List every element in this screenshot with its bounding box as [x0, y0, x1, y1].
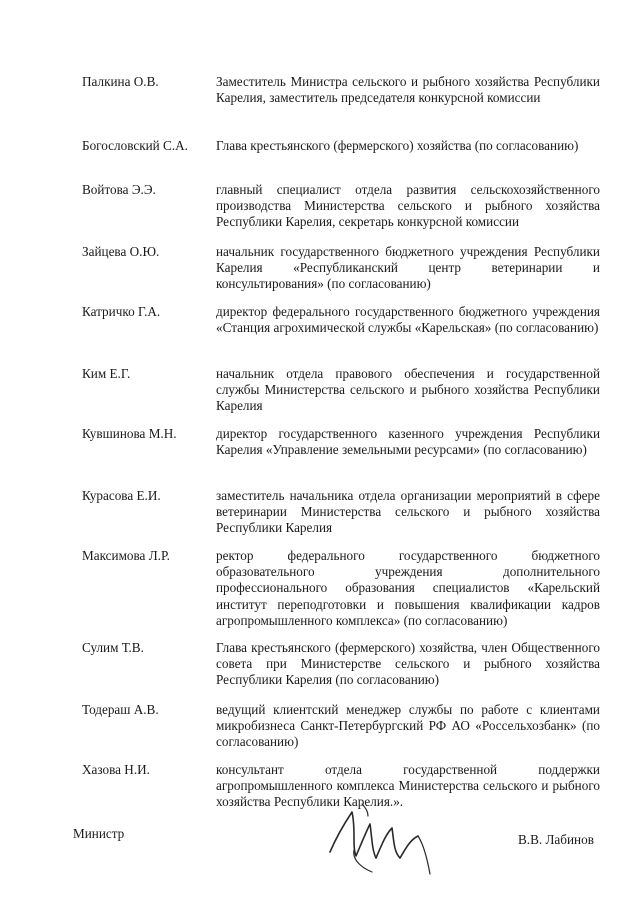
member-name: Ким Е.Г. — [82, 366, 131, 381]
member-name: Кувшинова М.Н. — [82, 426, 177, 441]
member-name: Палкина О.В. — [82, 74, 159, 89]
member-role: ведущий клиентский менеджер службы по работе с клиентами микробизнеса Санкт-Петербургский РФ АО «Россельхозбанк» (по согласованию) — [216, 702, 600, 750]
member-name: Тодераш А.В. — [82, 702, 159, 717]
member-name: Войтова Э.Э. — [82, 182, 156, 197]
member-role: консультант отдела государственной поддержки агропромышленного комплекса Министерства сельского и рыбного хозяйства Республики Карелия.». — [216, 762, 600, 810]
member-name: Богословский С.А. — [82, 138, 188, 153]
member-name: Зайцева О.Ю. — [82, 244, 160, 259]
member-role: Глава крестьянского (фермерского) хозяйства (по согласованию) — [216, 138, 579, 153]
member-name: Катричко Г.А. — [82, 304, 161, 319]
member-role: заместитель начальника отдела организации мероприятий в сфере ветеринарии Министерства сельского и рыбного хозяйства Республики Карелия — [216, 488, 600, 536]
member-role: директор федерального государственного бюджетного учреждения «Станция агрохимической службы «Карельская» (по согласованию) — [216, 304, 600, 336]
member-name: Максимова Л.Р. — [82, 548, 170, 563]
member-role: Заместитель Министра сельского и рыбного хозяйства Республики Карелия, заместитель председателя конкурсной комиссии — [216, 74, 600, 106]
signatory-title: Министр — [73, 826, 125, 841]
member-role: главный специалист отдела развития сельскохозяйственного производства Министерства сельского и рыбного хозяйства Республики Карелия, секретарь конкурсной комиссии — [216, 182, 600, 230]
member-role: начальник государственного бюджетного учреждения Республики Карелия «Республиканский центр ветеринарии и консультирования» (по согласованию) — [216, 244, 600, 292]
member-name: Курасова Е.И. — [82, 488, 161, 503]
member-role: Глава крестьянского (фермерского) хозяйства, член Общественного совета при Министерстве сельского и рыбного хозяйства Республики Карелия (по согласованию) — [216, 640, 600, 688]
member-role: начальник отдела правового обеспечения и государственной службы Министерства сельского и рыбного хозяйства Республики Карелия — [216, 366, 600, 414]
signatory-name: В.В. Лабинов — [518, 832, 594, 847]
member-name: Хазова Н.И. — [82, 762, 150, 777]
member-role: ректор федерального государственного бюджетного образовательного учреждения дополнительного профессионального образования специалистов «Карельский институт переподготовки и повышения квалификации кадров агропромышленного комплекса» (по согласованию) — [216, 548, 600, 628]
handwritten-signature — [322, 790, 442, 880]
member-name: Сулим Т.В. — [82, 640, 144, 655]
member-role: директор государственного казенного учреждения Республики Карелия «Управление земельными ресурсами» (по согласованию) — [216, 426, 600, 458]
